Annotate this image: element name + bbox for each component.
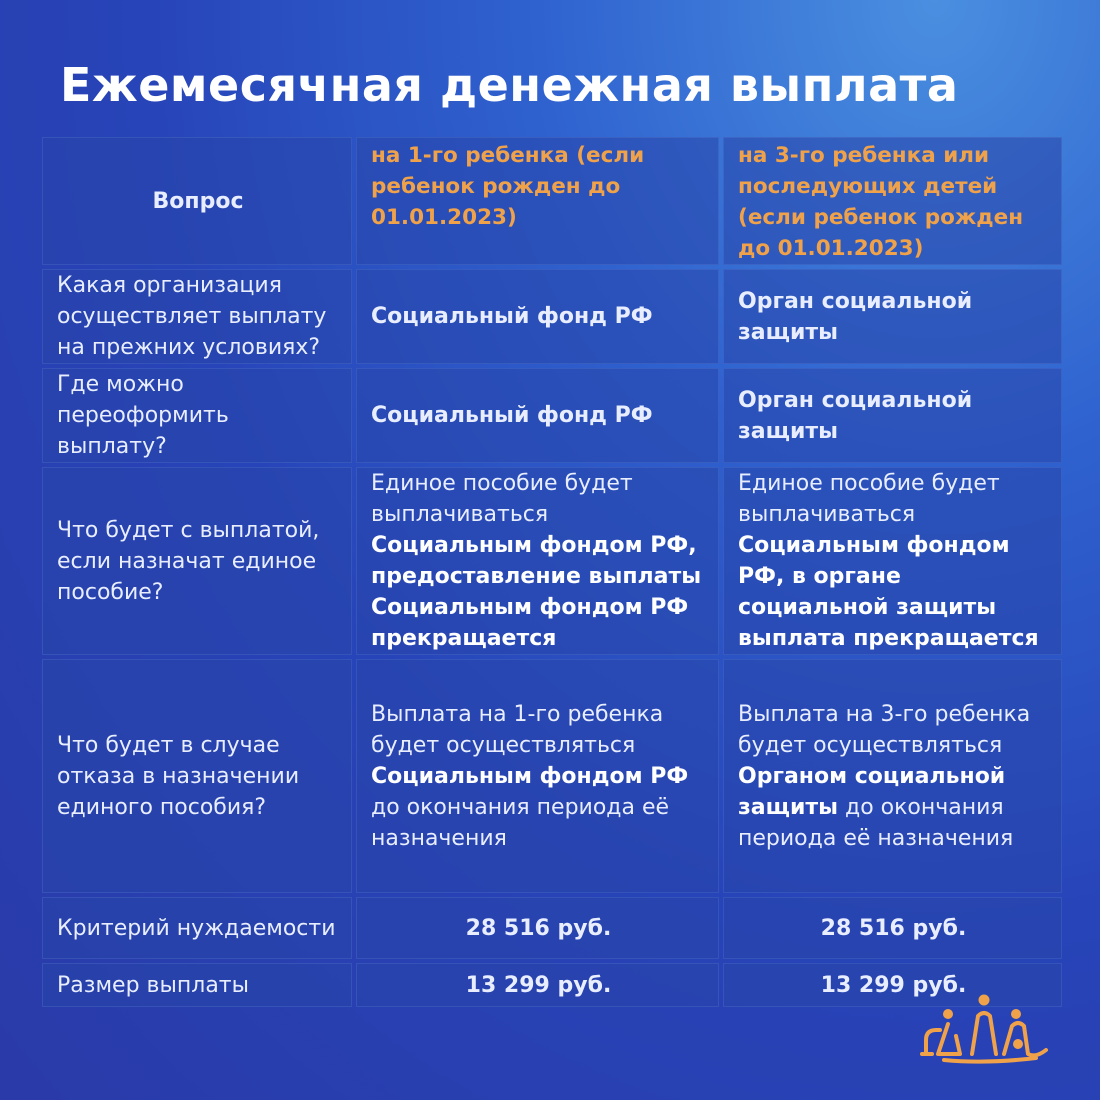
- row-col1-bold: Социальным фондом РФ, предоставление выплаты Социальным фондом РФ прекращается: [371, 533, 702, 651]
- row-col1-plain: Единое пособие будет выплачиваться: [371, 471, 633, 527]
- table-row: [42, 963, 1062, 1007]
- row-col2-value: [723, 467, 1062, 655]
- row-col1-value: [356, 659, 719, 893]
- row-col2-plain: Выплата на 3-го ребенка будет осуществляться: [738, 701, 1031, 758]
- row-col2-value: [723, 659, 1062, 893]
- row-col2-plain: Единое пособие будет выплачиваться: [738, 471, 1000, 527]
- header-question: Вопрос: [42, 137, 352, 265]
- row-question: Какая организация осуществляет выплату на прежних условиях?: [42, 269, 352, 364]
- page-title: Ежемесячная денежная выплата: [60, 58, 959, 112]
- row-col1-plain: Выплата на 1-го ребенка будет осуществляться: [371, 701, 664, 758]
- row-col2-value: 13 299 руб.: [723, 963, 1062, 1007]
- row-col1-value: Социальный фонд РФ: [356, 368, 719, 463]
- row-col1-value: 28 516 руб.: [356, 897, 719, 959]
- row-question: Критерий нуждаемости: [42, 897, 352, 959]
- table-row: [42, 897, 1062, 959]
- row-col2-bold: Социальным фондом РФ, в органе социальной защиты выплата прекращается: [738, 533, 1039, 651]
- table-row: [42, 467, 1062, 655]
- row-col1-tail: до окончания периода её назначения: [371, 794, 670, 851]
- table-row: [42, 368, 1062, 463]
- row-col2-bold: Органом социальной защиты: [738, 763, 1006, 820]
- row-col1-bold: Социальным фондом РФ: [371, 763, 689, 789]
- header-col-third-child: на 3-го ребенка или последующих детей (если ребенок рожден до 01.01.2023): [723, 137, 1062, 265]
- row-question: Что будет в случае отказа в назначении единого пособия?: [42, 659, 352, 893]
- payment-table: [38, 133, 1066, 1011]
- row-col1-value: [356, 467, 719, 655]
- table-row: [42, 659, 1062, 893]
- row-col2-value: 28 516 руб.: [723, 897, 1062, 959]
- row-question: Размер выплаты: [42, 963, 352, 1007]
- row-question: Где можно переоформить выплату?: [42, 368, 352, 463]
- table-row: [42, 269, 1062, 364]
- row-col2-tail: до окончания периода её назначения: [738, 794, 1014, 851]
- row-col2-value: Орган социальной защиты: [723, 269, 1062, 364]
- table-header-row: [42, 137, 1062, 265]
- header-col-first-child: на 1-го ребенка (если ребенок рожден до 01.01.2023): [356, 137, 719, 265]
- family-logo-icon: [918, 992, 1054, 1066]
- row-col1-value: 13 299 руб.: [356, 963, 719, 1007]
- row-question: Что будет с выплатой, если назначат единое пособие?: [42, 467, 352, 655]
- row-col1-value: Социальный фонд РФ: [356, 269, 719, 364]
- row-col2-value: Орган социальной защиты: [723, 368, 1062, 463]
